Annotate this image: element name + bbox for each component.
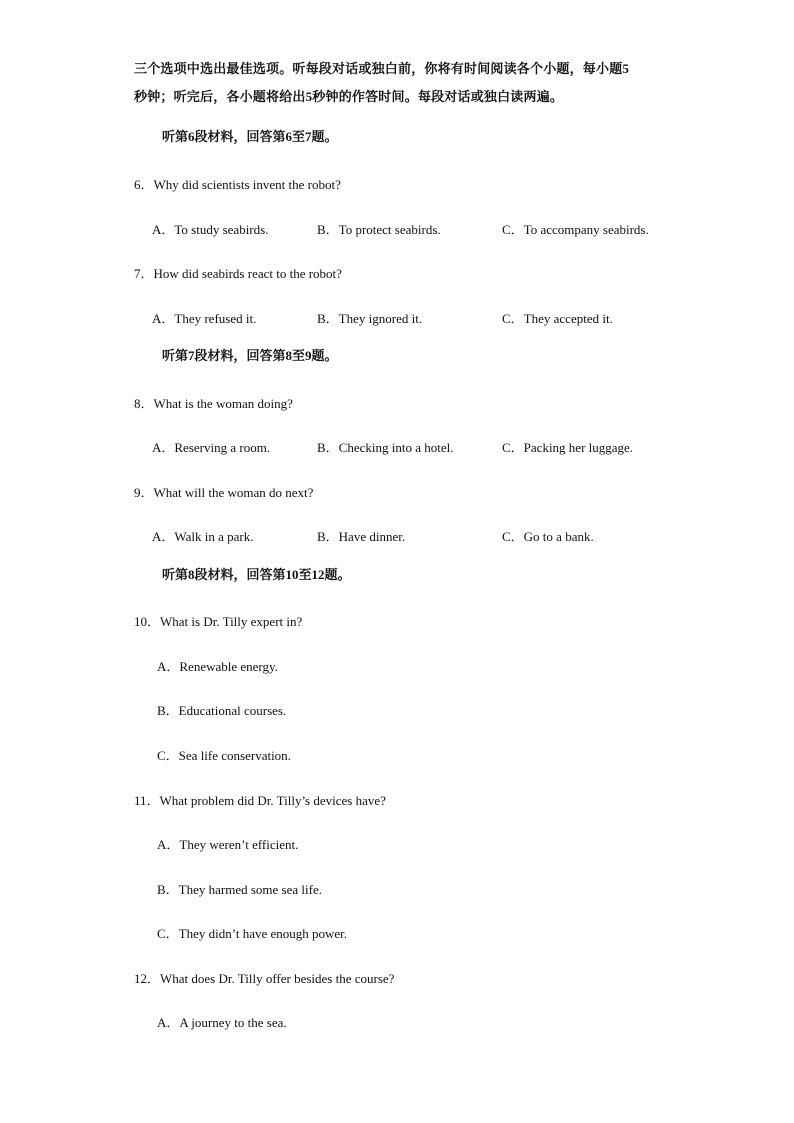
option-9a: A．Walk in a park. — [152, 529, 254, 544]
option-8b: B．Checking into a hotel. — [317, 440, 454, 455]
option-9b: B．Have dinner. — [317, 529, 406, 544]
option-10b: B．Educational courses. — [157, 703, 287, 718]
question-10: 10．What is Dr. Tilly expert in? — [134, 614, 303, 629]
option-7a: A．They refused it. — [152, 311, 257, 326]
section-heading: 听第6段材料，回答第6至7题。 — [162, 129, 338, 144]
option-8a: A．Reserving a room. — [152, 440, 271, 455]
option-10a: A．Renewable energy. — [157, 659, 278, 674]
option-8c: C．Packing her luggage. — [502, 440, 634, 455]
question-11: 11．What problem did Dr. Tilly’s devices have? — [134, 793, 386, 808]
option-12a: A．A journey to the sea. — [157, 1015, 287, 1030]
question-7: 7．How did seabirds react to the robot? — [134, 266, 342, 281]
section-heading: 听第8段材料，回答第10至12题。 — [162, 567, 351, 582]
option-6c: C．To accompany seabirds. — [502, 222, 649, 237]
question-6: 6．Why did scientists invent the robot? — [134, 177, 341, 192]
question-12: 12．What does Dr. Tilly offer besides the course? — [134, 971, 395, 986]
instruction-line-1: 三个选项中选出最佳选项。听每段对话或独白前，你将有时间阅读各个小题，每小题5 — [134, 61, 630, 76]
question-9: 9．What will the woman do next? — [134, 485, 314, 500]
option-6b: B．To protect seabirds. — [317, 222, 441, 237]
instruction-line-2: 秒钟；听完后，各小题将给出5秒钟的作答时间。每段对话或独白读两遍。 — [134, 89, 564, 104]
option-7b: B．They ignored it. — [317, 311, 423, 326]
option-7c: C．They accepted it. — [502, 311, 613, 326]
option-11b: B．They harmed some sea life. — [157, 882, 322, 897]
option-9c: C．Go to a bank. — [502, 529, 594, 544]
option-10c: C．Sea life conservation. — [157, 748, 291, 763]
question-8: 8．What is the woman doing? — [134, 396, 293, 411]
option-11c: C．They didn’t have enough power. — [157, 926, 348, 941]
option-11a: A．They weren’t efficient. — [157, 837, 299, 852]
option-6a: A．To study seabirds. — [152, 222, 269, 237]
section-heading: 听第7段材料，回答第8至9题。 — [162, 348, 338, 363]
